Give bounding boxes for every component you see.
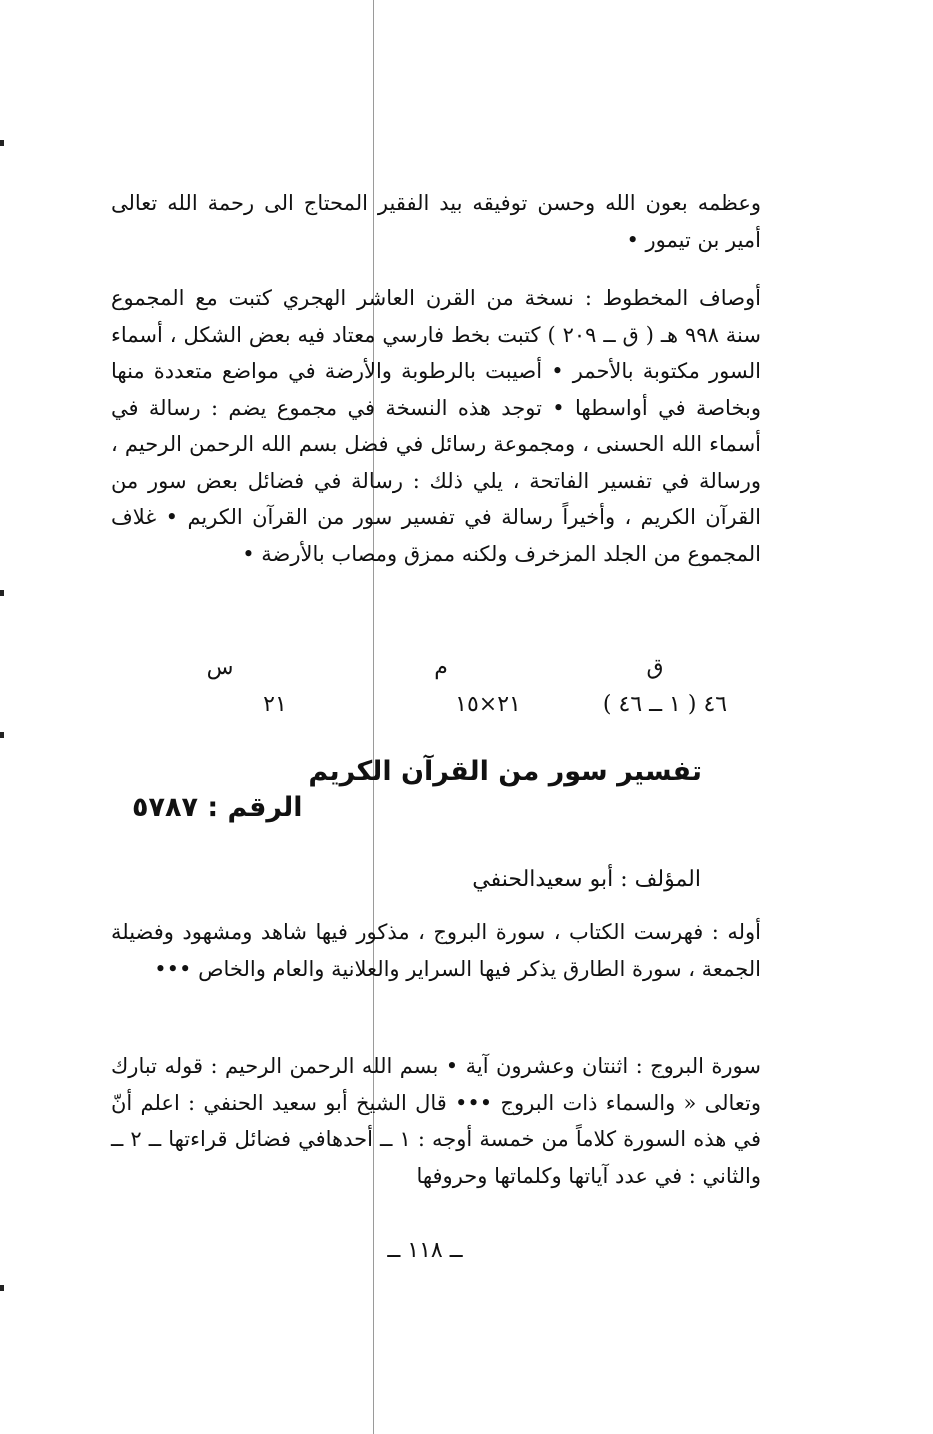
edge-mark	[0, 1285, 4, 1291]
entry-incipit: أوله : فهرست الكتاب ، سورة البروج ، مذكور فيها شاهد ومشهود وفضيلة الجمعة ، سورة الطارق يذكر فيها السراير والعلانية والعام والخاص •••	[111, 920, 761, 981]
value-lines: ٢١	[263, 692, 287, 717]
entry-title: تفسير سور من القرآن الكريم	[308, 756, 702, 787]
entry-author: المؤلف : أبو سعيدالحنفي	[472, 867, 701, 892]
entry-text-excerpt: سورة البروج : اثنتان وعشرون آية • بسم الله الرحمن الرحيم : قوله تبارك وتعالى « والسماء ذات البروج ••• قال الشيخ أبو سعيد الحنفي : اعلم أنّ في هذه السورة كلاماً من خمسة أوجه : ١ ــ أحدهافي فضائل قراءتها ــ ٢ ــ والثاني : في عدد آياتها وكلماتها وحروفها	[111, 1054, 761, 1188]
measurements-header-row	[0, 655, 933, 689]
value-size: ٢١×١٥	[455, 692, 521, 717]
measurements-value-row	[0, 692, 933, 726]
value-leaves: ٤٦ ( ١ ــ ٤٦ )	[602, 692, 728, 717]
edge-mark	[0, 732, 4, 738]
entry-number: الرقم : ٥٧٨٧	[132, 792, 303, 823]
page-number: ــ ١١٨ ــ	[387, 1238, 463, 1263]
manuscript-description: أوصاف المخطوط : نسخة من القرن العاشر الهجري كتبت مع المجموع سنة ٩٩٨ هـ ( ق ــ ٢٠٩ ) كتبت بخط فارسي معتاد فيه بعض الشكل ، أسماء السور مكتوبة بالأحمر • أصيبت بالرطوبة والأرضة في مواضع متعددة منها وبخاصة في أواسطها • توجد هذه النسخة في مجموع يضم : رسالة في أسماء الله الحسنى ، ومجموعة رسائل في فضل بسم الله الرحمن الرحيم ، ورسالة في تفسير الفاتحة ، يلي ذلك : رسالة في فضائل بعض سور من القرآن الكريم ، وأخيراً رسالة في تفسير سور من القرآن الكريم • غلاف المجموع من الجلد المزخرف ولكنه ممزق ومصاب بالأرضة •	[111, 286, 761, 566]
header-leaves: ق	[646, 655, 664, 680]
colophon-text: وعظمه بعون الله وحسن توفيقه بيد الفقير المحتاج الى رحمة الله تعالى أمير بن تيمور •	[111, 191, 761, 252]
header-lines: س	[206, 655, 234, 680]
edge-mark	[0, 140, 4, 146]
edge-mark	[0, 590, 4, 596]
header-size: م	[434, 655, 448, 680]
